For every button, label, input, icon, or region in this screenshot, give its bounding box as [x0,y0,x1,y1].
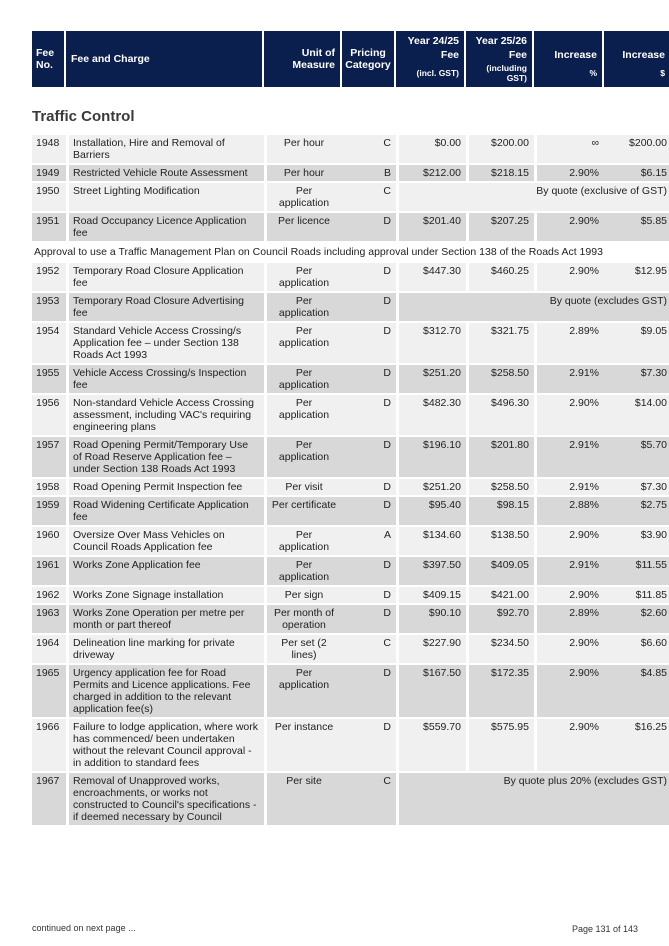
header-inc2: Increase [622,49,665,61]
fee-description: Delineation line marking for private driveway [66,635,264,663]
increase-percent: 2.91% [534,437,604,477]
unit-of-measure: Per visit [264,479,342,495]
pricing-category: B [342,165,396,181]
table-row [32,135,669,163]
increase-dollar: $9.05 [604,323,669,363]
quote-text: By quote (exclusive of GST) [396,183,669,211]
unit-of-measure: Per application [264,183,342,211]
fee-year-2526: $207.25 [466,213,534,241]
fee-year-2425: $90.10 [396,605,466,633]
pricing-category: D [342,665,396,717]
fee-number: 1954 [32,323,66,363]
increase-percent: ∞ [534,135,604,163]
increase-dollar: $200.00 [604,135,669,163]
fee-description: Failure to lodge application, where work has commenced/ been undertaken without the relevant Council approval - in addition to standard fees [66,719,264,771]
table-row [32,773,669,825]
fee-year-2526: $321.75 [466,323,534,363]
fee-description: Works Zone Signage installation [66,587,264,603]
unit-of-measure: Per instance [264,719,342,771]
unit-of-measure: Per application [264,395,342,435]
table-row [32,293,669,321]
header-y1-sub: (incl. GST) [416,68,459,78]
pricing-category: D [342,605,396,633]
fee-number: 1955 [32,365,66,393]
fee-year-2425: $447.30 [396,263,466,291]
fee-description: Road Opening Permit Inspection fee [66,479,264,495]
fee-description: Works Zone Application fee [66,557,264,585]
unit-of-measure: Per application [264,437,342,477]
increase-percent: 2.90% [534,665,604,717]
increase-dollar: $7.30 [604,479,669,495]
fee-year-2526: $496.30 [466,395,534,435]
unit-of-measure: Per sign [264,587,342,603]
fee-description: Urgency application fee for Road Permits and Licence applications. Fee charged in addition to the relevant application fee(s) [66,665,264,717]
table-row [32,323,669,363]
increase-dollar: $11.85 [604,587,669,603]
fees-table [32,133,669,827]
footer-continued: continued on next page ... [32,923,136,933]
table-row [32,183,669,211]
unit-of-measure: Per month of operation [264,605,342,633]
fee-number: 1966 [32,719,66,771]
unit-of-measure: Per application [264,323,342,363]
header-y1-title: Year 24/25 [407,35,459,47]
header-pricing-label: Pricing Category [345,47,391,71]
table-row [32,497,669,525]
fee-description: Temporary Road Closure Advertising fee [66,293,264,321]
increase-dollar: $5.85 [604,213,669,241]
fee-description: Road Occupancy Licence Application fee [66,213,264,241]
fee-year-2425: $167.50 [396,665,466,717]
pricing-category: D [342,263,396,291]
table-row [32,263,669,291]
quote-text: By quote (excludes GST) [396,293,669,321]
pricing-category: D [342,365,396,393]
table-row [32,719,669,771]
unit-of-measure: Per application [264,365,342,393]
fee-description: Oversize Over Mass Vehicles on Council Roads Application fee [66,527,264,555]
pricing-category: C [342,135,396,163]
section-title: Traffic Control [32,108,135,125]
table-row [32,213,669,241]
fee-number: 1962 [32,587,66,603]
increase-dollar: $4.85 [604,665,669,717]
increase-percent: 2.90% [534,213,604,241]
fee-description: Road Widening Certificate Application fee [66,497,264,525]
header-increase-dollar [604,31,669,87]
fee-number: 1960 [32,527,66,555]
header-year-2425 [396,31,464,87]
fee-year-2425: $0.00 [396,135,466,163]
increase-percent: 2.91% [534,557,604,585]
note-text: Approval to use a Traffic Management Plan on Council Roads including approval under Section 138 of the Roads Act 1993 [32,243,669,261]
fee-year-2425: $251.20 [396,365,466,393]
increase-dollar: $11.55 [604,557,669,585]
table-header [32,31,665,87]
unit-of-measure: Per site [264,773,342,825]
fee-description: Restricted Vehicle Route Assessment [66,165,264,181]
header-y1-fee: Fee [440,49,459,61]
header-unit [264,31,340,87]
fee-year-2526: $234.50 [466,635,534,663]
table-row [32,527,669,555]
increase-percent: 2.91% [534,479,604,495]
fee-year-2526: $200.00 [466,135,534,163]
table-row [32,665,669,717]
fee-number: 1948 [32,135,66,163]
increase-percent: 2.90% [534,635,604,663]
unit-of-measure: Per licence [264,213,342,241]
header-inc1: Increase [554,49,597,61]
table-row [32,395,669,435]
fee-number: 1952 [32,263,66,291]
footer-page-number: Page 131 of 143 [571,924,638,934]
fee-year-2526: $98.15 [466,497,534,525]
fee-year-2526: $575.95 [466,719,534,771]
fee-year-2425: $201.40 [396,213,466,241]
fee-year-2425: $409.15 [396,587,466,603]
increase-dollar: $5.70 [604,437,669,477]
table-row [32,365,669,393]
fee-number: 1958 [32,479,66,495]
fee-number: 1950 [32,183,66,211]
fee-description: Removal of Unapproved works, encroachments, or works not constructed to Council's specifications - if deemed necessary by Council [66,773,264,825]
fee-year-2425: $196.10 [396,437,466,477]
pricing-category: C [342,773,396,825]
header-year-2526 [466,31,532,87]
unit-of-measure: Per hour [264,135,342,163]
fee-year-2425: $312.70 [396,323,466,363]
unit-of-measure: Per application [264,527,342,555]
fee-description: Installation, Hire and Removal of Barriers [66,135,264,163]
unit-of-measure: Per application [264,665,342,717]
table-row [32,437,669,477]
increase-percent: 2.89% [534,323,604,363]
increase-dollar: $3.90 [604,527,669,555]
pricing-category: C [342,635,396,663]
table-note-row [32,243,669,261]
pricing-category: C [342,183,396,211]
unit-of-measure: Per application [264,263,342,291]
header-y2-fee: Fee [508,49,527,61]
increase-dollar: $6.60 [604,635,669,663]
fee-year-2425: $251.20 [396,479,466,495]
increase-dollar: $6.15 [604,165,669,181]
fee-description: Non-standard Vehicle Access Crossing assessment, including VAC's requiring engineering plans [66,395,264,435]
table-row [32,587,669,603]
header-unit-label: Unit of Measure [292,47,335,71]
unit-of-measure: Per hour [264,165,342,181]
fee-number: 1956 [32,395,66,435]
fee-year-2526: $218.15 [466,165,534,181]
fee-year-2526: $172.35 [466,665,534,717]
header-y2-title: Year 25/26 [475,35,527,47]
fee-year-2425: $95.40 [396,497,466,525]
header-increase-pct [534,31,602,87]
fee-number: 1965 [32,665,66,717]
increase-dollar: $7.30 [604,365,669,393]
increase-percent: 2.90% [534,395,604,435]
fee-year-2526: $409.05 [466,557,534,585]
unit-of-measure: Per application [264,557,342,585]
header-inc1-sub: % [589,68,597,78]
increase-percent: 2.91% [534,365,604,393]
unit-of-measure: Per set (2 lines) [264,635,342,663]
fee-year-2425: $227.90 [396,635,466,663]
pricing-category: D [342,479,396,495]
unit-of-measure: Per certificate [264,497,342,525]
pricing-category: D [342,437,396,477]
table-row [32,165,669,181]
table-row [32,605,669,633]
pricing-category: D [342,395,396,435]
fee-year-2425: $559.70 [396,719,466,771]
pricing-category: D [342,587,396,603]
fee-year-2526: $258.50 [466,365,534,393]
increase-dollar: $14.00 [604,395,669,435]
table-row [32,479,669,495]
fee-number: 1953 [32,293,66,321]
header-inc2-sub: $ [660,68,665,78]
pricing-category: D [342,557,396,585]
fee-number: 1961 [32,557,66,585]
fee-year-2526: $258.50 [466,479,534,495]
fee-description: Street Lighting Modification [66,183,264,211]
increase-percent: 2.89% [534,605,604,633]
fee-year-2425: $212.00 [396,165,466,181]
fee-year-2526: $138.50 [466,527,534,555]
fee-number: 1959 [32,497,66,525]
fee-description: Road Opening Permit/Temporary Use of Road Reserve Application fee – under Section 138 Roads Act 1993 [66,437,264,477]
increase-dollar: $2.75 [604,497,669,525]
header-fee-no [32,31,64,87]
fee-year-2425: $134.60 [396,527,466,555]
header-fee-charge-label: Fee and Charge [71,53,150,65]
quote-text: By quote plus 20% (excludes GST) [396,773,669,825]
fees-table-body [32,135,669,825]
pricing-category: D [342,497,396,525]
fee-number: 1963 [32,605,66,633]
fee-number: 1964 [32,635,66,663]
fee-description: Temporary Road Closure Application fee [66,263,264,291]
pricing-category: A [342,527,396,555]
header-fee-no-label: Fee No. [36,47,55,71]
fee-year-2425: $397.50 [396,557,466,585]
table-row [32,635,669,663]
pricing-category: D [342,323,396,363]
fee-number: 1957 [32,437,66,477]
increase-dollar: $2.60 [604,605,669,633]
pricing-category: D [342,293,396,321]
pricing-category: D [342,213,396,241]
fee-year-2526: $421.00 [466,587,534,603]
fee-year-2526: $92.70 [466,605,534,633]
header-pricing [342,31,394,87]
table-row [32,557,669,585]
fee-year-2425: $482.30 [396,395,466,435]
fee-year-2526: $201.80 [466,437,534,477]
increase-percent: 2.90% [534,527,604,555]
header-y2-sub: (including GST) [486,63,527,83]
increase-percent: 2.90% [534,263,604,291]
increase-percent: 2.90% [534,165,604,181]
fee-year-2526: $460.25 [466,263,534,291]
header-fee-charge [66,31,262,87]
fee-description: Standard Vehicle Access Crossing/s Application fee – under Section 138 Roads Act 1993 [66,323,264,363]
pricing-category: D [342,719,396,771]
increase-percent: 2.90% [534,587,604,603]
fee-description: Vehicle Access Crossing/s Inspection fee [66,365,264,393]
increase-dollar: $12.95 [604,263,669,291]
increase-percent: 2.88% [534,497,604,525]
fee-number: 1967 [32,773,66,825]
increase-dollar: $16.25 [604,719,669,771]
increase-percent: 2.90% [534,719,604,771]
fee-number: 1949 [32,165,66,181]
fee-description: Works Zone Operation per metre per month or part thereof [66,605,264,633]
fee-number: 1951 [32,213,66,241]
unit-of-measure: Per application [264,293,342,321]
